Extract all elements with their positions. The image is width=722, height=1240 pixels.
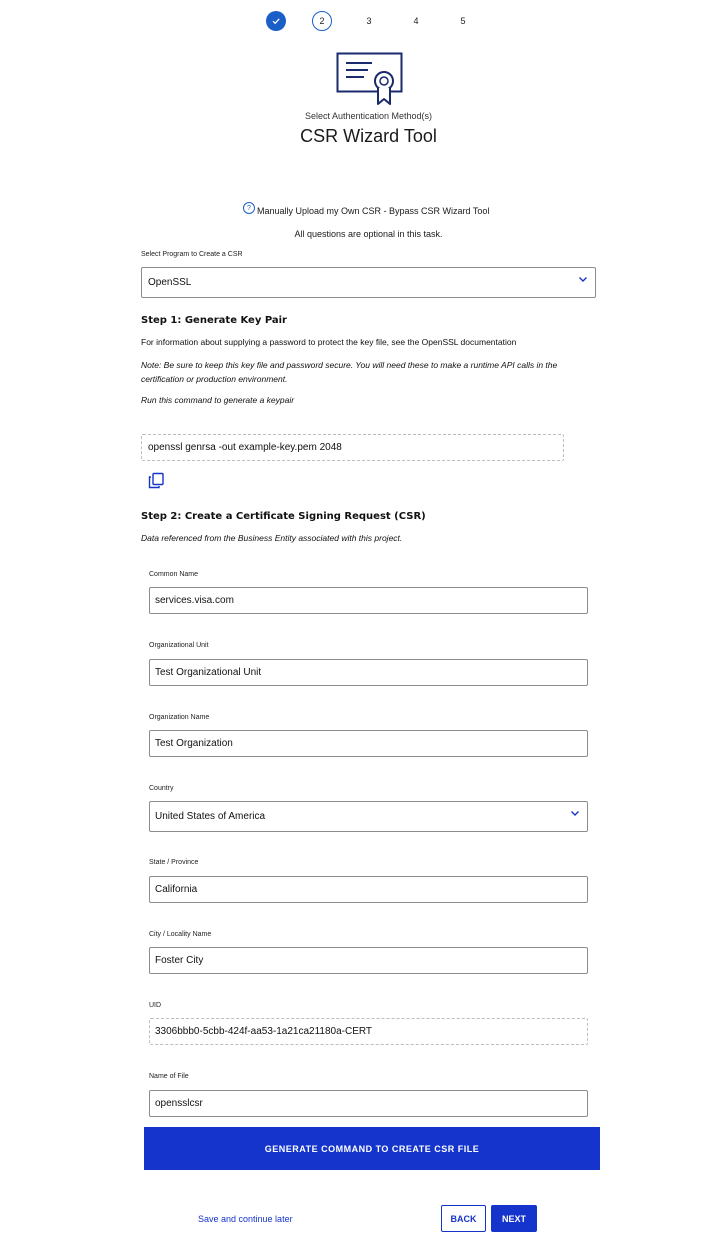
city-field[interactable] <box>149 947 588 974</box>
help-icon: ? <box>243 202 255 214</box>
uid-field <box>149 1018 588 1045</box>
common-name-field[interactable] <box>149 587 588 614</box>
copy-icon[interactable] <box>148 472 165 489</box>
step-5[interactable] <box>453 11 473 31</box>
wizard-subtitle: Select Authentication Method(s) <box>304 111 433 121</box>
org-name-field[interactable] <box>149 730 588 757</box>
step-2-label: 2 <box>319 16 325 26</box>
common-name-value: services.visa.com <box>155 595 234 606</box>
keypair-command-text: openssl genrsa -out example-key.pem 2048 <box>148 442 342 453</box>
optional-note: All questions are optional in this task. <box>294 229 443 239</box>
page-title: CSR Wizard Tool <box>300 126 437 146</box>
back-button[interactable]: BACK <box>441 1205 486 1232</box>
org-unit-label: Organizational Unit <box>149 642 209 649</box>
save-continue-later-link[interactable]: Save and continue later <box>198 1214 293 1224</box>
org-unit-value: Test Organizational Unit <box>155 667 262 678</box>
step2-subtext: Data referenced from the Business Entity associated with this project. <box>141 533 403 543</box>
step-5-label: 5 <box>460 16 466 26</box>
program-select[interactable] <box>141 267 596 298</box>
uid-label: UID <box>149 1002 162 1009</box>
step1-run-label: Run this command to generate a keypair <box>141 395 295 405</box>
step1-heading: Step 1: Generate Key Pair <box>141 315 287 326</box>
step-1-complete[interactable] <box>266 11 286 31</box>
city-label: City / Locality Name <box>149 931 212 938</box>
country-select[interactable] <box>149 801 588 832</box>
step2-heading: Step 2: Create a Certificate Signing Request (CSR) <box>141 511 426 522</box>
checkmark-icon <box>271 16 281 26</box>
org-name-value: Test Organization <box>155 738 233 749</box>
country-label: Country <box>149 785 174 792</box>
state-label: State / Province <box>149 859 199 866</box>
step-3[interactable] <box>359 11 379 31</box>
step1-note: Note: Be sure to keep this key file and password secure. You will need these to make a runtime API calls in the certification or production environment. <box>141 360 558 384</box>
uid-value: 3306bbb0-5cbb-424f-aa53-1a21ca21180a-CERT <box>155 1026 373 1037</box>
step-3-label: 3 <box>366 16 372 26</box>
chevron-down-icon <box>578 274 588 284</box>
file-name-field[interactable] <box>149 1090 588 1117</box>
generate-command-button[interactable]: GENERATE COMMAND TO CREATE CSR FILE <box>144 1127 600 1170</box>
step-4[interactable] <box>406 11 426 31</box>
chevron-down-icon <box>570 808 580 818</box>
step-4-label: 4 <box>413 16 419 26</box>
file-name-label: Name of File <box>149 1073 189 1080</box>
program-select-label: Select Program to Create a CSR <box>141 251 243 258</box>
state-field[interactable] <box>149 876 588 903</box>
country-value: United States of America <box>155 811 266 822</box>
file-name-value: opensslcsr <box>155 1098 203 1109</box>
certificate-icon <box>336 52 404 106</box>
org-unit-field[interactable] <box>149 659 588 686</box>
common-name-label: Common Name <box>149 571 199 578</box>
step-2-current[interactable] <box>312 11 332 31</box>
keypair-command[interactable] <box>141 434 564 461</box>
state-value: California <box>155 884 198 895</box>
bypass-wizard-link[interactable] <box>243 205 489 217</box>
org-name-label: Organization Name <box>149 714 210 721</box>
step1-info: For information about supplying a password to protect the key file, see the OpenSSL documentation <box>141 337 517 347</box>
program-select-value: OpenSSL <box>148 277 192 288</box>
bypass-link-label: Manually Upload my Own CSR - Bypass CSR Wizard Tool <box>257 206 490 216</box>
next-button[interactable]: NEXT <box>491 1205 537 1232</box>
city-value: Foster City <box>155 955 204 966</box>
